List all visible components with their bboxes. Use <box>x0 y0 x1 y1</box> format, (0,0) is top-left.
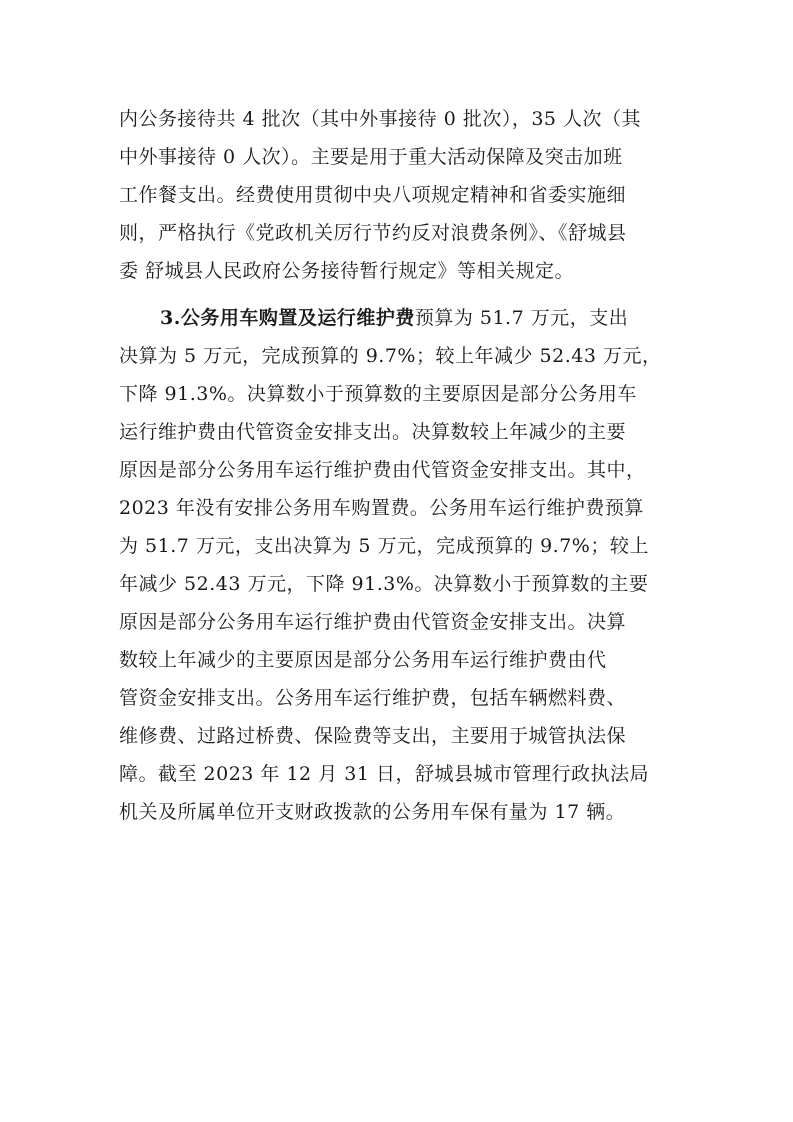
paragraph-line: 障。截至 2023 年 12 月 31 日，舒城县城市管理行政执法局 <box>119 763 649 785</box>
paragraph-line: 原因是部分公务用车运行维护费由代管资金安排支出。其中， <box>119 459 646 481</box>
paragraph-line: 决算为 5 万元，完成预算的 9.7%；较上年减少 52.43 万元， <box>119 345 662 367</box>
paragraph-line: 则，严格执行《党政机关厉行节约反对浪费条例》、《舒城县 <box>119 222 627 244</box>
paragraph-line: 工作餐支出。经费使用贯彻中央八项规定精神和省委实施细 <box>119 184 627 206</box>
paragraph-line: 委 舒城县人民政府公务接待暂行规定》等相关规定。 <box>119 260 575 282</box>
paragraph-line: 内公务接待共 4 批次（其中外事接待 0 批次），35 人次（其 <box>119 108 642 130</box>
paragraph-line: 维修费、过路过桥费、保险费等支出，主要用于城管执法保 <box>119 725 627 747</box>
paragraph-line: 下降 91.3%。决算数小于预算数的主要原因是部分公务用车 <box>119 383 637 405</box>
paragraph-line: 年减少 52.43 万元，下降 91.3%。决算数小于预算数的主要 <box>119 573 649 595</box>
paragraph-line: 机关及所属单位开支财政拨款的公务用车保有量为 17 辆。 <box>119 801 626 823</box>
section-heading: 3.公务用车购置及运行维护费 <box>160 307 415 329</box>
paragraph-line: 数较上年减少的主要原因是部分公务用车运行维护费由代 <box>119 649 607 671</box>
paragraph-line: 2023 年没有安排公务用车购置费。公务用车运行维护费预算 <box>119 497 644 519</box>
paragraph-line: 原因是部分公务用车运行维护费由代管资金安排支出。决算 <box>119 611 627 633</box>
paragraph-line: 为 51.7 万元，支出决算为 5 万元，完成预算的 9.7%；较上 <box>119 535 649 557</box>
section-first-line <box>160 306 690 330</box>
paragraph-line: 管资金安排支出。公务用车运行维护费，包括车辆燃料费、 <box>119 687 627 709</box>
paragraph-line: 运行维护费由代管资金安排支出。决算数较上年减少的主要 <box>119 421 627 443</box>
section-heading-rest: 预算为 51.7 万元，支出 <box>414 307 629 329</box>
paragraph-line: 中外事接待 0 人次）。主要是用于重大活动保障及突击加班 <box>119 146 623 168</box>
